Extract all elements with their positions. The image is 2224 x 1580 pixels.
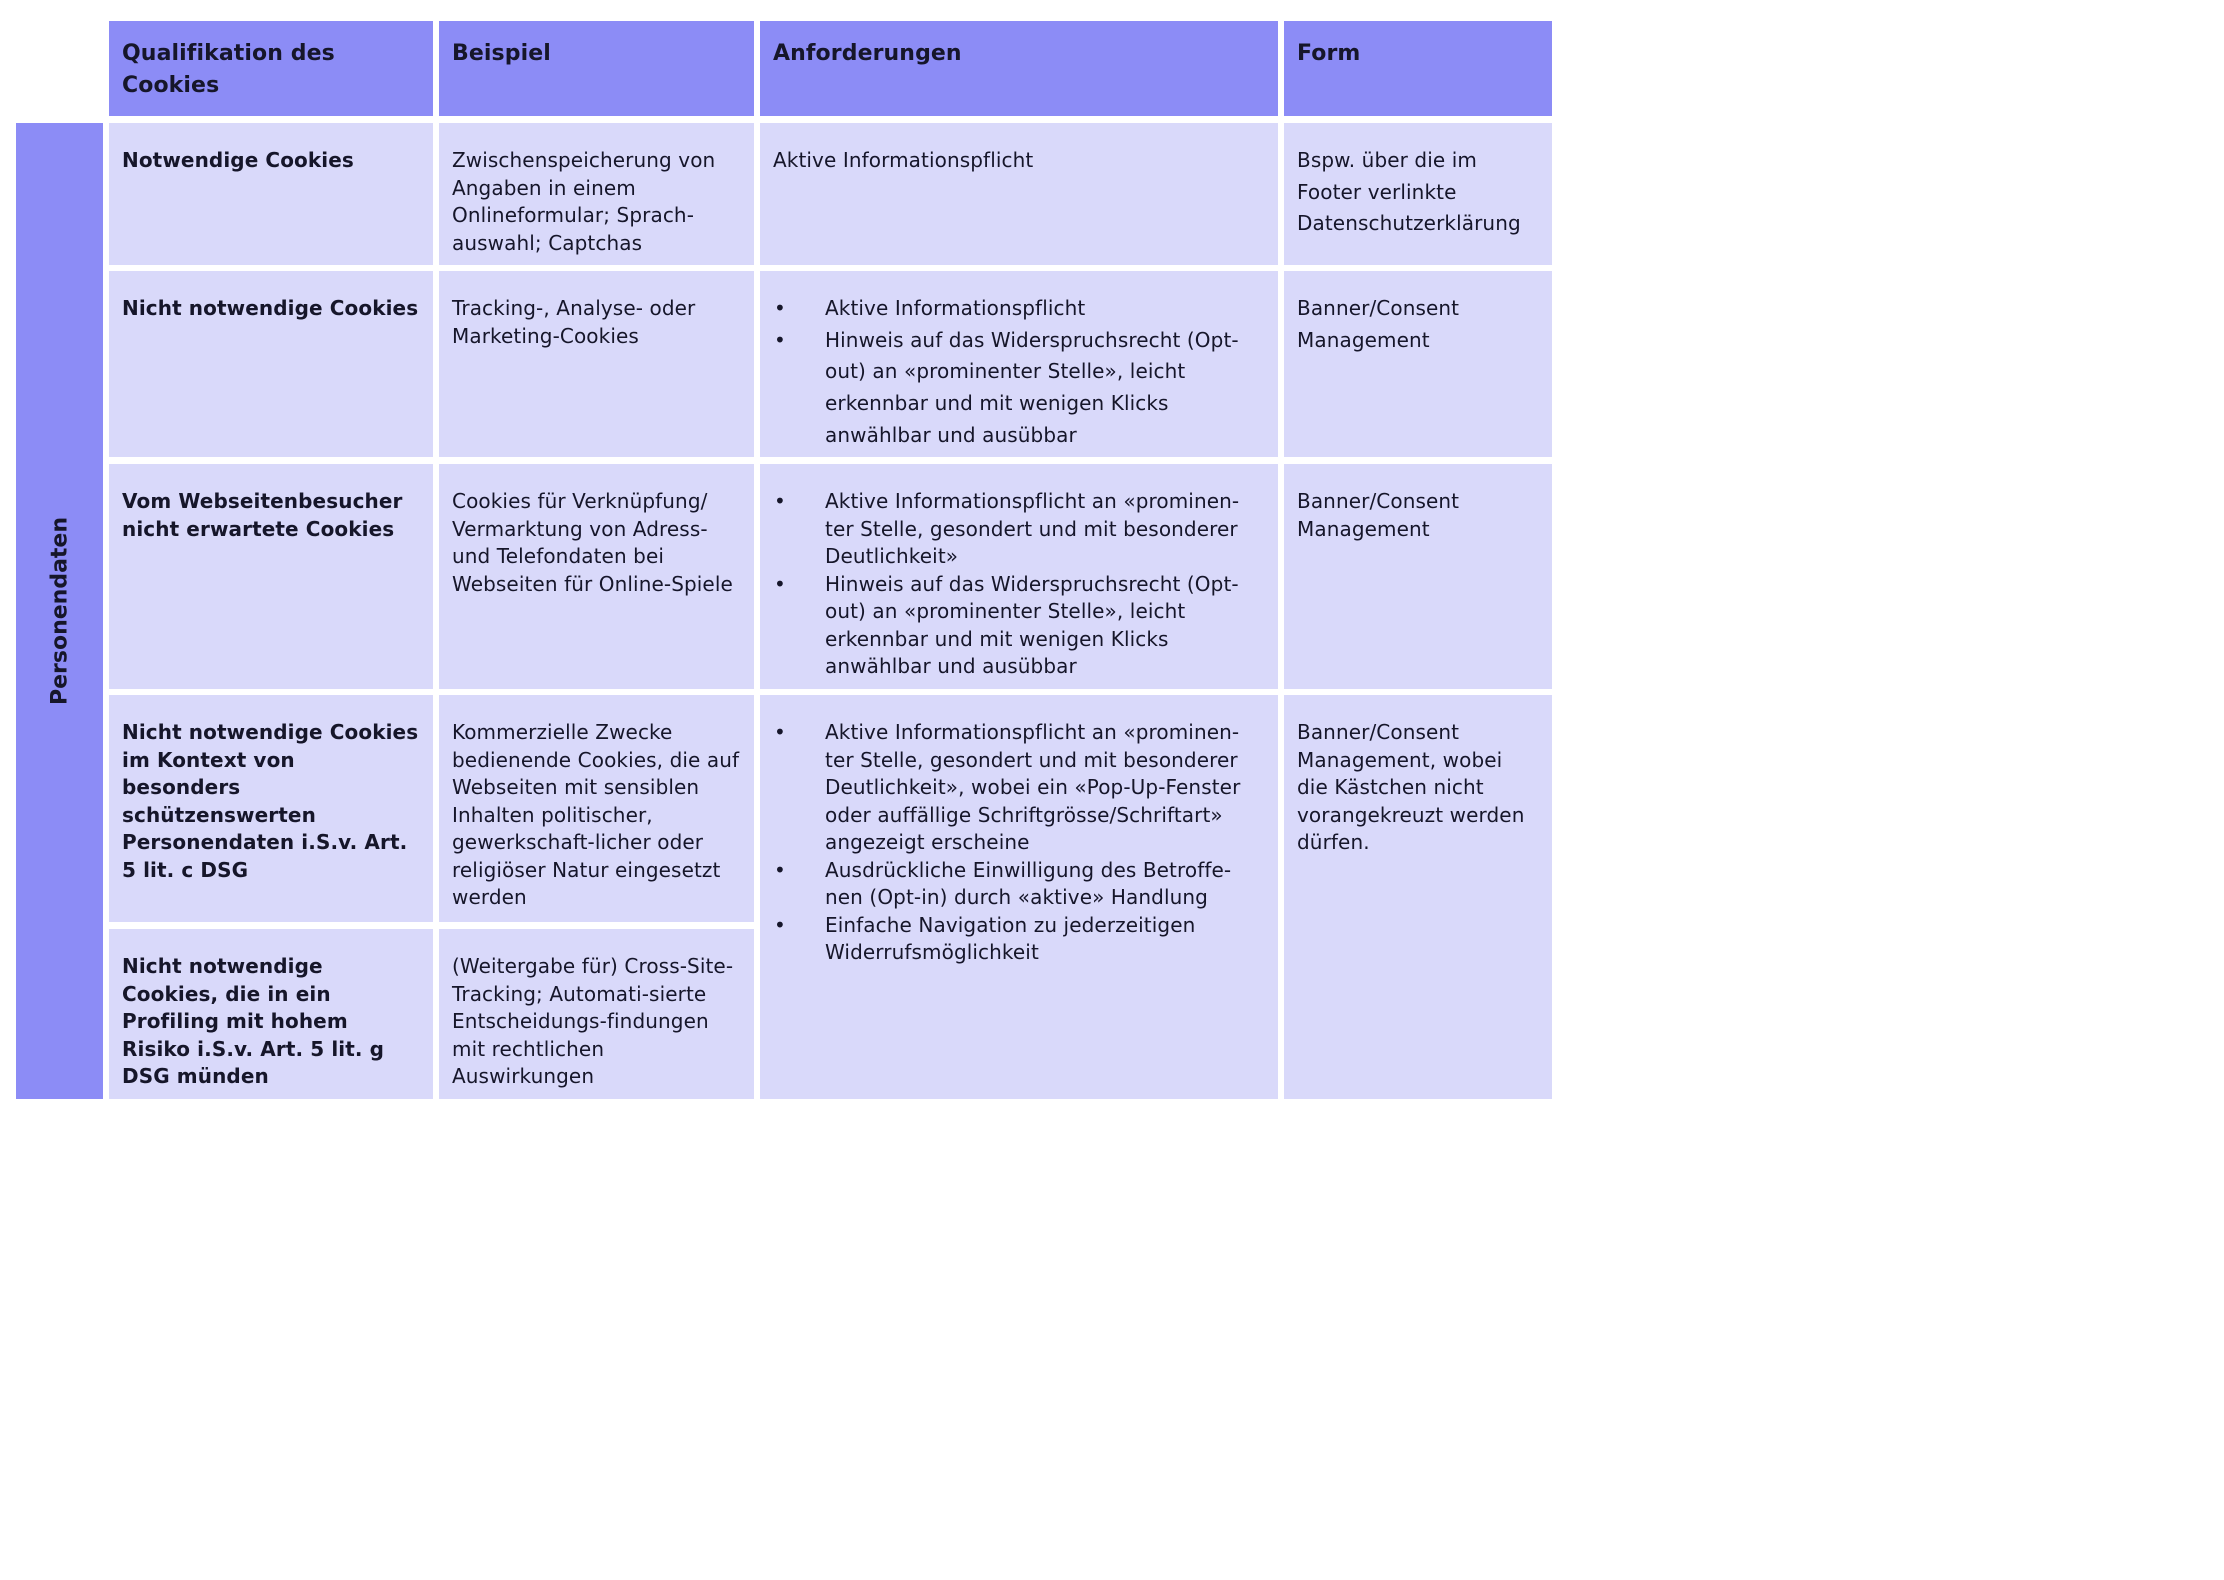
list-item-text: Hinweis auf das Widerspruchsrecht (Opt-out) an «prominenter Stelle», leicht erkennbar und mit wenigen Klicks anwählbar und ausübbar (825, 327, 1239, 447)
row-1-qualifikation (109, 123, 433, 265)
row-3-beispiel (439, 464, 754, 689)
bullet-icon: • (774, 720, 786, 744)
row-2-qualifikation-text: Nicht notwendige Cookies (122, 296, 419, 320)
row-2-anforderungen-list (773, 293, 1264, 452)
header-beispiel (439, 21, 754, 116)
row-4-qualifikation-text: Nicht notwendige Cookies im Kontext von besonders schützenswerten Personendaten i.S.v. Art. 5 lit. c DSG (122, 720, 419, 882)
bullet-icon: • (774, 296, 786, 320)
row-4-beispiel-text: Kommerzielle Zwecke bedienende Cookies, die auf Webseiten mit sensiblen Inhalten politischer, gewerkschaft-licher oder religiöser Natur eingesetzt werden (452, 720, 740, 909)
merged-anforderungen (760, 695, 1278, 1099)
row-5-qualifikation-text: Nicht notwendige Cookies, die in ein Profiling mit hohem Risiko i.S.v. Art. 5 lit. g DSG münden (122, 954, 385, 1088)
list-item (773, 719, 1264, 857)
header-anforderungen (760, 21, 1278, 116)
row-2-anforderungen (760, 271, 1278, 457)
list-item-text: Aktive Informationspflicht (825, 296, 1086, 320)
row-2-qualifikation (109, 271, 433, 457)
row-2-form-text: Banner/Consent Management (1297, 296, 1460, 352)
side-label-text: Personendaten (47, 516, 72, 706)
row-2-beispiel (439, 271, 754, 457)
list-item (773, 912, 1264, 967)
list-item-text: Aktive Informationspflicht an «prominen-ter Stelle, gesondert und mit besonderer Deutlichkeit» (825, 489, 1240, 568)
row-4-beispiel (439, 695, 754, 922)
bullet-icon: • (774, 912, 786, 937)
bullet-icon: • (774, 327, 786, 352)
row-5-beispiel-text: (Weitergabe für) Cross-Site-Tracking; Automati-sierte Entscheidungs-findungen mit rechtlichen Auswirkungen (452, 954, 734, 1088)
row-3-form (1284, 464, 1552, 689)
row-5-qualifikation (109, 929, 433, 1099)
bullet-icon: • (774, 857, 786, 882)
header-qualifikation (109, 21, 433, 116)
row-1-beispiel-text: Zwischenspeicherung von Angaben in einem Onlineformular; Sprach-auswahl; Captchas (452, 148, 716, 255)
list-item-text: Aktive Informationspflicht an «prominen-ter Stelle, gesondert und mit besonderer Deutlichkeit», wobei ein «Pop-Up-Fenster oder auffällige Schriftgrösse/Schriftart» angezeigt erscheine (825, 720, 1241, 854)
merged-form (1284, 695, 1552, 1099)
header-beispiel-label: Beispiel (452, 41, 551, 66)
list-item (773, 571, 1264, 681)
row-3-form-text: Banner/Consent Management (1297, 489, 1460, 541)
list-item-text: Hinweis auf das Widerspruchsrecht (Opt-out) an «prominenter Stelle», leicht erkennbar und mit wenigen Klicks anwählbar und ausübbar (825, 571, 1239, 678)
row-3-qualifikation-text: Vom Webseitenbesucher nicht erwartete Cookies (122, 489, 403, 541)
list-item (773, 293, 1264, 325)
header-form-label: Form (1297, 41, 1361, 66)
row-3-anforderungen (760, 464, 1278, 689)
row-2-beispiel-text: Tracking-, Analyse- oder Marketing-Cookies (452, 296, 696, 348)
row-1-form (1284, 123, 1552, 265)
merged-anforderungen-list (773, 719, 1264, 967)
bullet-icon: • (774, 489, 786, 513)
row-3-beispiel-text: Cookies für Verknüpfung/ Vermarktung von Adress- und Telefondaten bei Webseiten für Online-Spiele (452, 489, 733, 596)
list-item (773, 488, 1264, 571)
row-1-beispiel (439, 123, 754, 265)
bullet-icon: • (774, 571, 786, 596)
list-item-text: Einfache Navigation zu jederzeitigen Widerrufsmöglichkeit (825, 912, 1196, 964)
personendaten-side-label (16, 123, 103, 1099)
header-anforderungen-label: Anforderungen (773, 41, 962, 66)
row-1-anforderungen (760, 123, 1278, 265)
list-item (773, 325, 1264, 452)
header-form (1284, 21, 1552, 116)
merged-form-text: Banner/Consent Management, wobei die Kästchen nicht vorangekreuzt werden dürfen. (1297, 720, 1525, 854)
row-1-qualifikation-text: Notwendige Cookies (122, 148, 354, 172)
row-5-beispiel (439, 929, 754, 1099)
row-3-anforderungen-list (773, 488, 1264, 681)
row-3-qualifikation (109, 464, 433, 689)
row-4-qualifikation (109, 695, 433, 922)
list-item-text: Ausdrückliche Einwilligung des Betroffe-nen (Opt-in) durch «aktive» Handlung (825, 857, 1232, 909)
header-qualifikation-label: Qualifikation des Cookies (122, 41, 335, 98)
list-item (773, 857, 1264, 912)
row-1-form-text: Bspw. über die im Footer verlinkte Datenschutzerklärung (1297, 148, 1521, 236)
row-1-anforderungen-text: Aktive Informationspflicht (773, 148, 1034, 172)
row-2-form (1284, 271, 1552, 457)
